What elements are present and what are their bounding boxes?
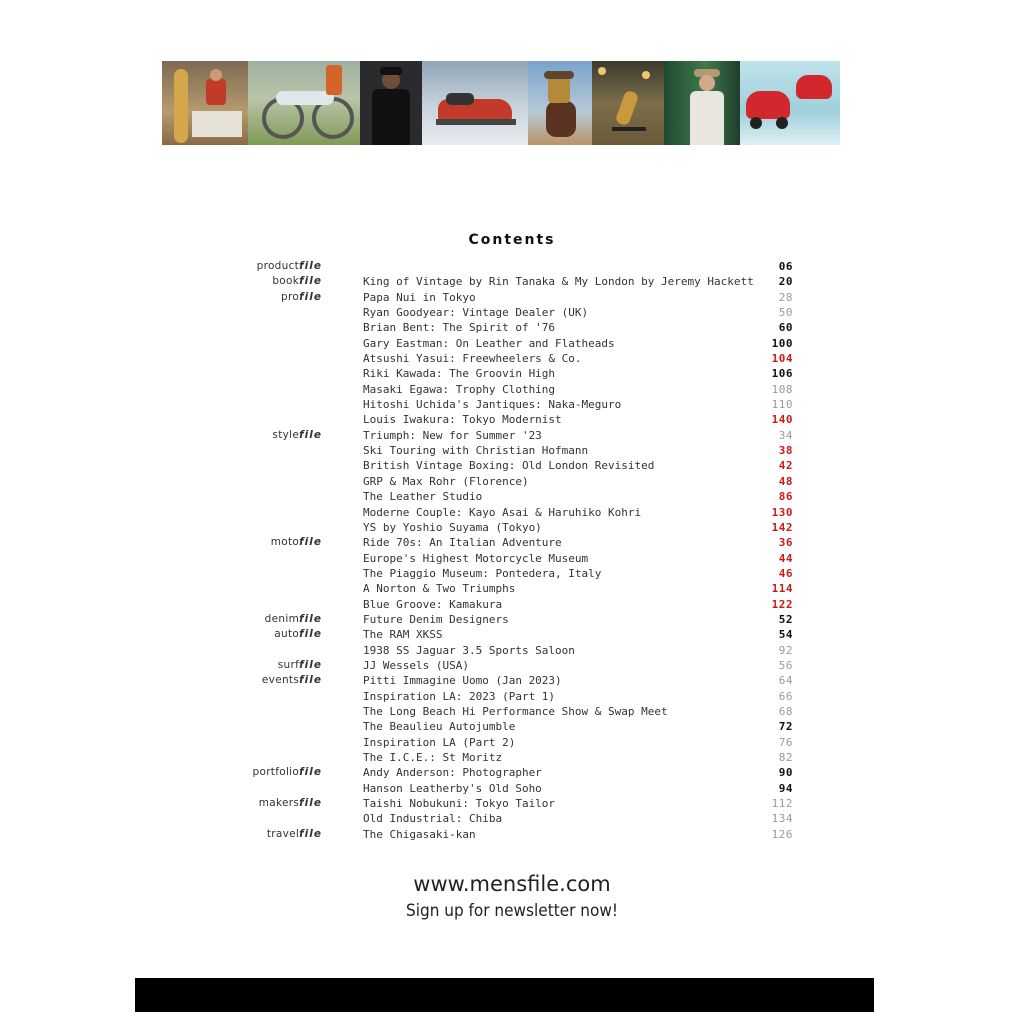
toc-article-title: Ryan Goodyear: Vintage Dealer (UK) [363,306,589,320]
toc-article-title: King of Vintage by Rin Tanaka & My London by Jeremy Hackett [363,275,754,289]
toc-section-label [271,535,322,550]
section-file-suffix: file [299,275,322,288]
surfer-with-surfboard-photo [162,61,248,145]
toc-row [0,351,1024,366]
toc-article-title: Hanson Leatherby's Old Soho [363,781,542,795]
toc-page-number: 06 [778,260,793,273]
toc-section-label [265,612,322,627]
toc-page-number: 42 [778,459,793,473]
section-file-suffix: file [299,536,322,549]
toc-page-number: 108 [771,382,793,396]
toc-section-label [281,290,322,305]
toc-row [0,689,1024,704]
section-file-suffix: file [299,290,322,303]
toc-article-title: Blue Groove: Kamakura [363,597,503,611]
toc-page-number: 56 [778,658,793,672]
toc-page-number: 68 [778,704,793,718]
section-name: surf [277,658,300,671]
toc-article-title: The I.C.E.: St Moritz [363,751,503,764]
toc-row [0,535,1024,550]
section-file-suffix: file [299,428,322,441]
toc-article-title: Future Denim Designers [363,612,509,626]
toc-article-title: Riki Kawada: The Groovin High [363,367,556,381]
toc-article-title: 1938 SS Jaguar 3.5 Sports Saloon [363,643,575,657]
toc-row [0,290,1024,305]
toc-article-title: Gary Eastman: On Leather and Flatheads [363,336,615,350]
toc-page-number: 50 [778,306,793,320]
toc-row [0,428,1024,443]
toc-row [0,827,1024,842]
photo-strip [162,61,840,145]
toc-section-label [262,673,322,688]
toc-article-title: The Beaulieu Autojumble [363,720,516,734]
racing-snowmobile-photo [422,61,528,145]
toc-page-number: 36 [778,536,793,550]
toc-row [0,305,1024,320]
toc-page-number: 20 [778,275,793,289]
toc-row [0,750,1024,765]
toc-page-number: 52 [778,612,793,626]
toc-row [0,597,1024,612]
section-name: makers [258,797,300,810]
toc-row [0,259,1024,274]
section-name: product [256,260,300,272]
section-file-suffix: file [299,260,322,272]
toc-article-title: Old Industrial: Chiba [363,812,503,826]
toc-row [0,505,1024,520]
toc-row [0,612,1024,627]
toc-section-label [253,765,323,780]
toc-row [0,658,1024,673]
toc-page-number: 104 [771,352,793,366]
toc-page-number: 82 [778,751,793,764]
toc-page-number: 92 [778,643,793,657]
toc-article-title: GRP & Max Rohr (Florence) [363,474,529,488]
toc-row [0,796,1024,811]
section-file-suffix: file [299,658,322,671]
section-name: auto [274,628,300,641]
toc-article-title: The RAM XKSS [363,628,443,642]
section-name: travel [266,827,300,840]
toc-article-title: Brian Bent: The Spirit of '76 [363,321,556,335]
toc-article-title: Inspiration LA: 2023 (Part 1) [363,689,556,703]
toc-section-label [259,796,322,811]
toc-section-label [272,274,322,289]
toc-row [0,336,1024,351]
toc-page-number: 142 [771,520,793,534]
vintage-bicycle-photo [248,61,360,145]
toc-article-title: Triumph: New for Summer '23 [363,428,542,442]
toc-page-number: 48 [778,474,793,488]
toc-page-number: 114 [771,582,793,596]
toc-row [0,704,1024,719]
section-file-suffix: file [299,766,322,779]
toc-article-title: The Leather Studio [363,490,483,504]
toc-article-title: JJ Wessels (USA) [363,658,469,672]
toc-page-number: 106 [771,367,793,381]
toc-row [0,320,1024,335]
toc-row [0,581,1024,596]
toc-article-title: Europe's Highest Motorcycle Museum [363,551,589,565]
toc-row [0,781,1024,796]
toc-section-label [274,627,322,642]
toc-page-number: 64 [778,674,793,688]
toc-row [0,474,1024,489]
toc-page-number: 110 [771,398,793,412]
toc-row [0,274,1024,289]
toc-row [0,458,1024,473]
red-scooters-photo [740,61,840,145]
section-name: book [272,275,300,288]
toc-article-title: Louis Iwakura: Tokyo Modernist [363,413,562,427]
toc-page-number: 122 [771,597,793,611]
toc-section-label [278,658,322,673]
table-of-contents [0,259,1024,842]
toc-page-number: 44 [778,551,793,565]
toc-article-title: YS by Yoshio Suyama (Tokyo) [363,520,542,534]
toc-section-label [257,259,322,274]
toc-page-number: 54 [778,628,793,642]
footer-bar [135,978,874,1012]
toc-article-title: The Long Beach Hi Performance Show & Swap Meet [363,704,668,718]
toc-article-title: British Vintage Boxing: Old London Revisited [363,459,655,473]
cowboy-on-horse-photo [528,61,592,145]
toc-row [0,382,1024,397]
toc-page-number: 28 [778,290,793,304]
toc-row [0,765,1024,780]
section-file-suffix: file [299,674,322,687]
toc-row [0,627,1024,642]
toc-page-number: 38 [778,444,793,458]
toc-article-title: Ski Touring with Christian Hofmann [363,444,589,458]
website-url[interactable]: www.mensfile.com [413,872,611,896]
toc-article-title: Andy Anderson: Photographer [363,766,542,780]
toc-row [0,412,1024,427]
toc-article-title: A Norton & Two Triumphs [363,582,516,596]
toc-article-title: Hitoshi Uchida's Jantiques: Naka-Meguro [363,398,622,412]
section-name: portfolio [252,766,300,779]
contents-title: Contents [468,232,556,248]
toc-page-number: 134 [771,812,793,826]
toc-row [0,443,1024,458]
skateboarder-dusk-photo [592,61,664,145]
toc-article-title: Papa Nui in Tokyo [363,290,476,304]
toc-row [0,673,1024,688]
man-in-leather-jacket-photo [360,61,422,145]
toc-row [0,735,1024,750]
toc-page-number: 76 [778,735,793,749]
toc-article-title: Inspiration LA (Part 2) [363,735,516,749]
toc-article-title: Masaki Egawa: Trophy Clothing [363,382,556,396]
toc-page-number: 86 [778,490,793,504]
section-name: style [272,428,300,441]
newsletter-signup-text: Sign up for newsletter now! [406,901,618,921]
toc-section-label [267,827,322,842]
toc-article-title: Atsushi Yasui: Freewheelers & Co. [363,352,582,366]
section-name: moto [270,536,300,549]
section-name: pro [281,290,300,303]
toc-row [0,811,1024,826]
toc-row [0,489,1024,504]
toc-section-label [272,428,322,443]
toc-row [0,643,1024,658]
toc-page-number: 140 [771,413,793,427]
toc-page-number: 126 [771,827,793,841]
toc-page-number: 34 [778,428,793,442]
toc-row [0,397,1024,412]
toc-row [0,719,1024,734]
toc-page-number: 130 [771,505,793,519]
toc-page-number: 46 [778,566,793,580]
section-name: denim [264,612,300,625]
toc-article-title: The Piaggio Museum: Pontedera, Italy [363,566,602,580]
toc-article-title: Taishi Nobukuni: Tokyo Tailor [363,797,556,811]
section-file-suffix: file [299,612,322,625]
toc-page-number: 112 [771,797,793,811]
toc-page-number: 72 [778,720,793,734]
toc-page-number: 60 [778,321,793,335]
toc-page-number: 94 [778,781,793,795]
toc-row [0,551,1024,566]
section-name: events [261,674,300,687]
toc-page-number: 90 [778,766,793,780]
toc-page-number: 66 [778,689,793,703]
section-file-suffix: file [299,628,322,641]
toc-article-title: Pitti Immagine Uomo (Jan 2023) [363,674,562,688]
toc-article-title: Ride 70s: An Italian Adventure [363,536,562,550]
toc-row [0,520,1024,535]
toc-article-title: The Chigasaki-kan [363,827,476,841]
man-in-suit-and-hat-photo [664,61,740,145]
section-file-suffix: file [299,797,322,810]
toc-row [0,366,1024,381]
section-file-suffix: file [299,827,322,840]
toc-row [0,566,1024,581]
toc-article-title: Moderne Couple: Kayo Asai & Haruhiko Kohri [363,505,642,519]
toc-page-number: 100 [771,336,793,350]
